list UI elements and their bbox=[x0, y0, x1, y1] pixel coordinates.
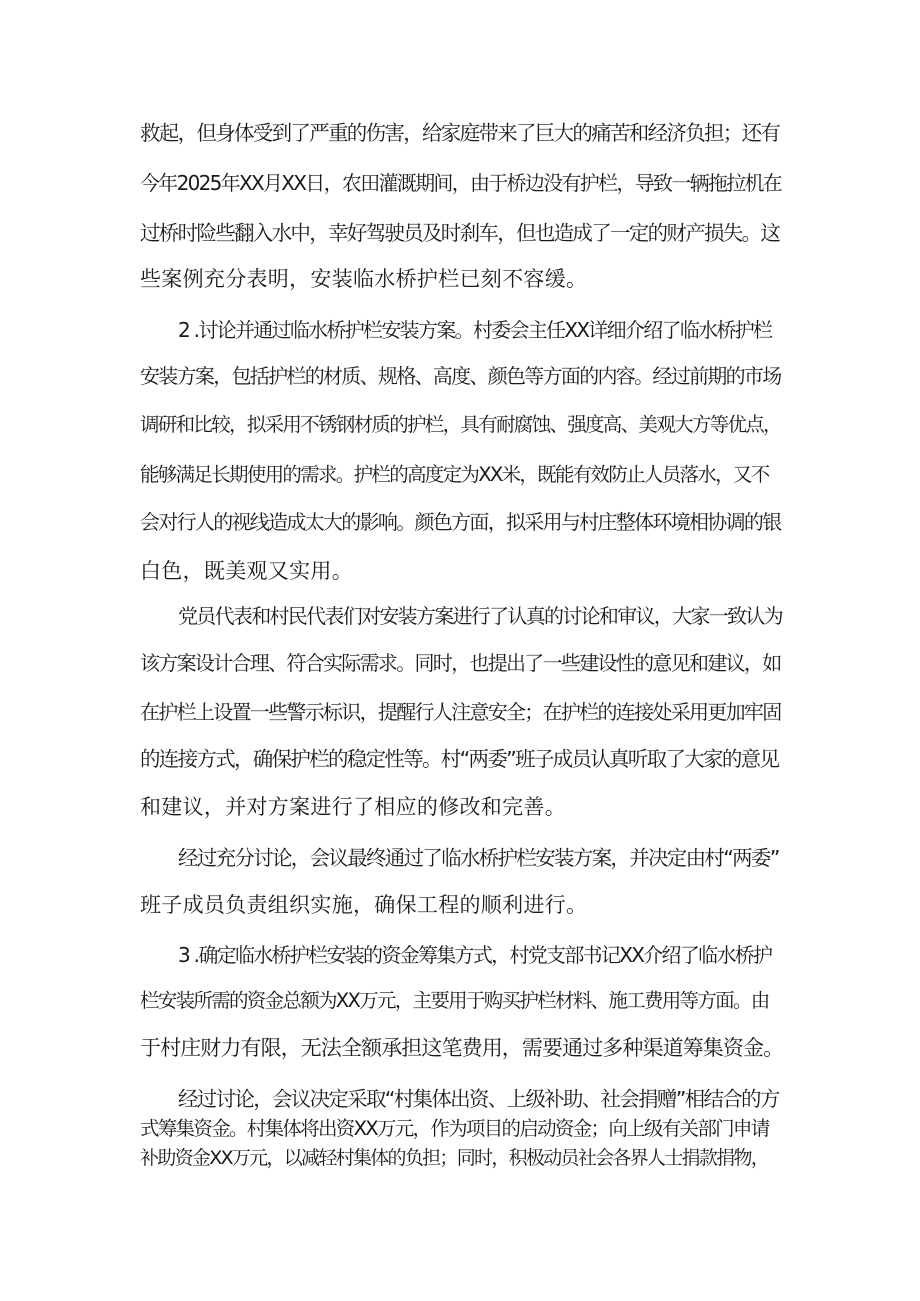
text-line: 经过讨论，会议决定采取“村集体出资、上级补助、社会捐赠”相结合的方 bbox=[178, 1087, 779, 1111]
text-line: 能够满足长期使用的需求。护栏的高度定为XX米，既能有效防止人员落水，又不 bbox=[140, 463, 769, 486]
text-line: 2 .讨论并通过临水桥护栏安装方案。村委会主任XX详细介绍了临水桥护栏 bbox=[178, 318, 772, 342]
text-line: 经过充分讨论，会议最终通过了临水桥护栏安装方案，并决定由村“两委” bbox=[178, 846, 779, 870]
text-line: 救起，但身体受到了严重的伤害，给家庭带来了巨大的痛苦和经济负担；还有 bbox=[140, 121, 780, 145]
text-line: 些案例充分表明，安装临水桥护栏已刻不容缓。 bbox=[140, 267, 588, 291]
text-line: 和建议，并对方案进行了相应的修改和完善。 bbox=[140, 795, 566, 819]
text-line: 于村庄财力有限，无法全额承担这笔费用，需要通过多种渠道筹集资金。 bbox=[140, 1036, 784, 1060]
text-line: 栏安装所需的资金总额为XX万元，主要用于购买护栏材料、施工费用等方面。由 bbox=[140, 989, 769, 1012]
text-line: 党员代表和村民代表们对安装方案进行了认真的讨论和审议，大家一致认为 bbox=[178, 604, 782, 628]
text-line: 的连接方式，确保护栏的稳定性等。村“两委”班子成员认真听取了大家的意见 bbox=[140, 747, 779, 771]
text-line: 该方案设计合理、符合实际需求。同时，也提出了一些建设性的意见和建议，如 bbox=[140, 651, 781, 675]
text-line: 会对行人的视线造成太大的影响。颜色方面，拟采用与村庄整体环境相协调的银 bbox=[140, 510, 781, 534]
text-line: 3 .确定临水桥护栏安装的资金筹集方式，村党支部书记XX介绍了临水桥护 bbox=[178, 943, 772, 967]
text-line: 白色，既美观又实用。 bbox=[140, 559, 353, 583]
text-line: 过桥时险些翻入水中，幸好驾驶员及时刹车，但也造成了一定的财产损失。这 bbox=[140, 221, 780, 245]
text-line: 补助资金XX万元，以减轻村集体的负担；同时，积极动员社会各界人士捐款捐物， bbox=[140, 1147, 769, 1169]
text-line: 式筹集资金。村集体将出资XX万元，作为项目的启动资金；向上级有关部门申请 bbox=[140, 1117, 769, 1140]
text-line: 安装方案，包括护栏的材质、规格、高度、颜色等方面的内容。经过前期的市场 bbox=[140, 364, 781, 388]
text-line: 调研和比较，拟采用不锈钢材质的护栏，具有耐腐蚀、强度高、美观大方等优点， bbox=[140, 413, 781, 436]
text-line: 在护栏上设置一些警示标识，提醒行人注意安全；在护栏的连接处采用更加牢固 bbox=[140, 700, 781, 724]
text-line: 班子成员负责组织实施，确保工程的顺利进行。 bbox=[140, 893, 588, 917]
text-line: 今年2025年XX月XX日，农田灌溉期间，由于桥边没有护栏，导致一辆拖拉机在 bbox=[140, 171, 782, 195]
